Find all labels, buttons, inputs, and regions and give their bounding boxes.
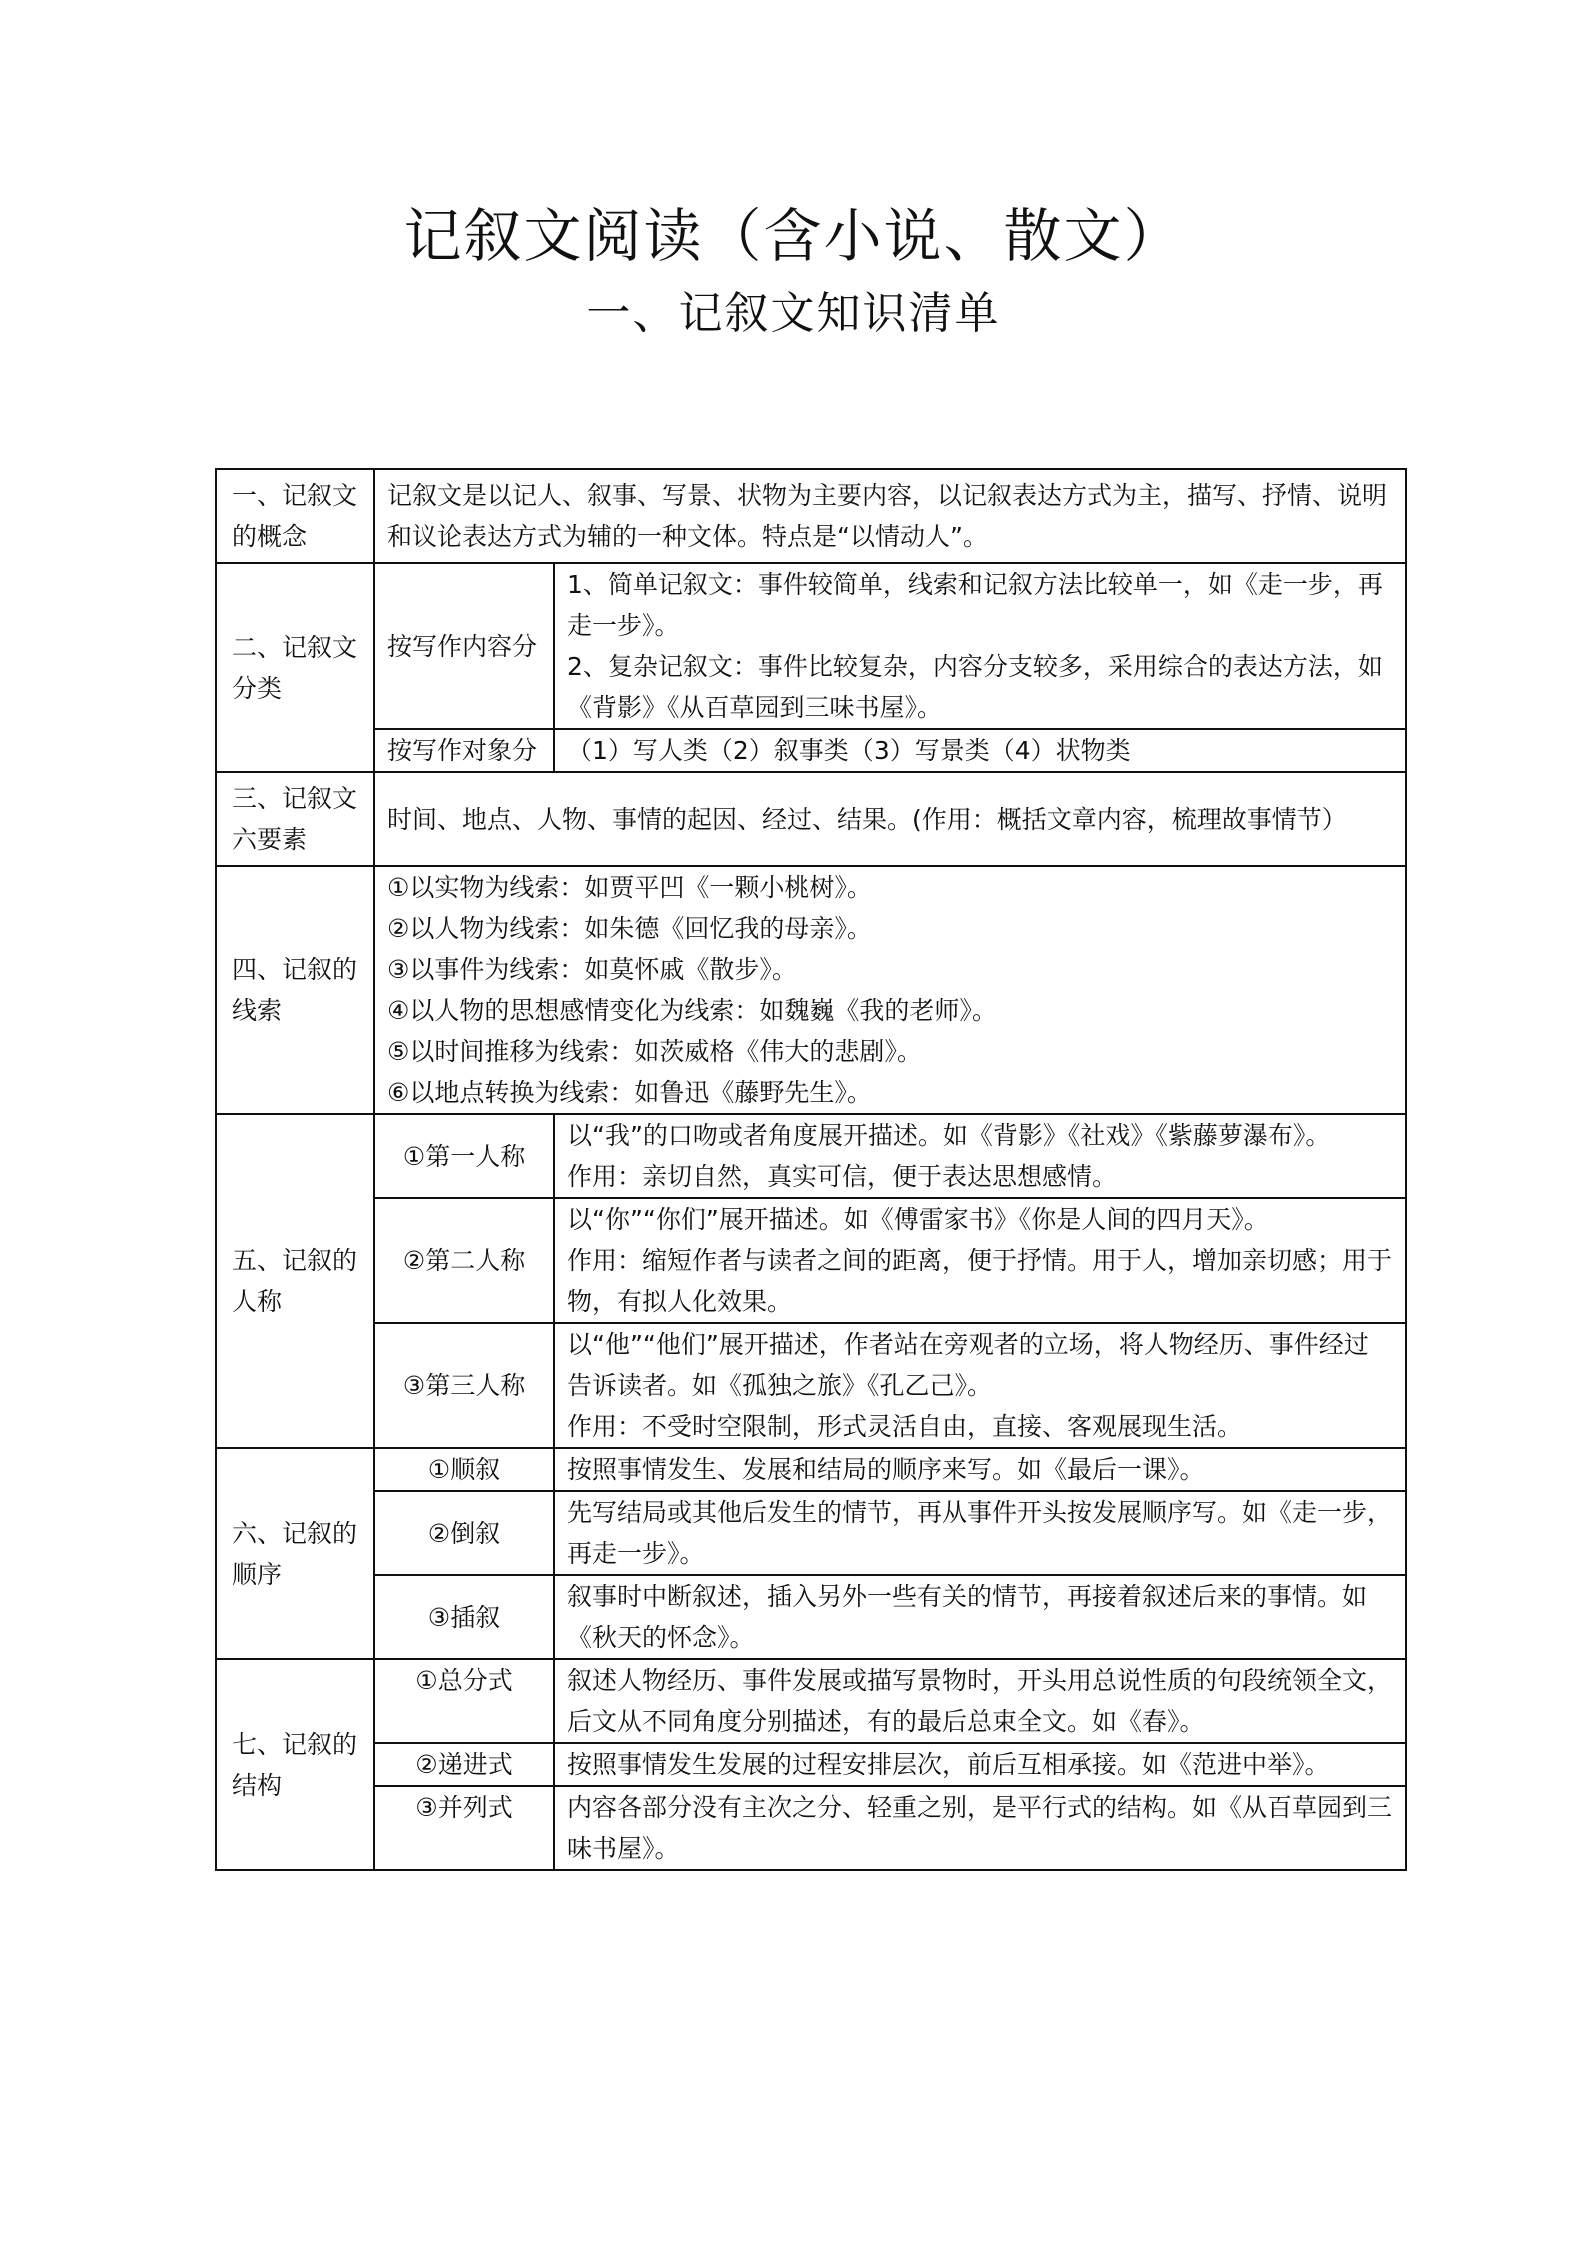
structure-desc: 叙述人物经历、事件发展或描写景物时，开头用总说性质的句段统领全文，后文从不同角度分别描述，有的最后总束全文。如《春》。 <box>554 1659 1406 1743</box>
by-object-label: 按写作对象分 <box>374 729 554 772</box>
table-row <box>216 1491 1406 1575</box>
by-content-text <box>554 563 1406 729</box>
table-row <box>216 1786 1406 1870</box>
section-label-order: 六、记叙的顺序 <box>216 1448 374 1659</box>
table-row <box>216 1323 1406 1448</box>
list-item: 2、复杂记叙文：事件比较复杂，内容分支较多，采用综合的表达方法，如《背影》《从百草园到三味书屋》。 <box>567 652 1383 722</box>
table-row <box>216 1659 1406 1743</box>
list-item: 作用：亲切自然，真实可信，便于表达思想感情。 <box>567 1162 1118 1191</box>
structure-name: ③并列式 <box>374 1786 554 1870</box>
list-item: ⑤以时间推移为线索：如茨威格《伟大的悲剧》。 <box>387 1037 922 1066</box>
table-row <box>216 729 1406 772</box>
clues-list <box>374 866 1406 1114</box>
section-label-clues: 四、记叙的线索 <box>216 866 374 1114</box>
list-item: 1、简单记叙文：事件较简单，线索和记叙方法比较单一，如《走一步，再走一步》。 <box>567 570 1383 640</box>
structure-name: ②递进式 <box>374 1743 554 1786</box>
section-label-concept: 一、记叙文的概念 <box>216 469 374 563</box>
list-item: 作用：缩短作者与读者之间的距离，便于抒情。用于人，增加亲切感；用于物，有拟人化效果。 <box>567 1246 1393 1316</box>
table-row <box>216 1448 1406 1491</box>
list-item: ①以实物为线索：如贾平凹《一颗小桃树》。 <box>387 873 872 902</box>
list-item: ②以人物为线索：如朱德《回忆我的母亲》。 <box>387 914 872 943</box>
section-label-person: 五、记叙的人称 <box>216 1114 374 1448</box>
person-desc <box>554 1198 1406 1323</box>
order-desc: 先写结局或其他后发生的情节，再从事件开头按发展顺序写。如《走一步，再走一步》。 <box>554 1491 1406 1575</box>
section-label-elements: 三、记叙文六要素 <box>216 772 374 866</box>
order-name: ①顺叙 <box>374 1448 554 1491</box>
structure-name: ①总分式 <box>374 1659 554 1743</box>
list-item: ③以事件为线索：如莫怀戚《散步》。 <box>387 955 797 984</box>
table-row <box>216 866 1406 1114</box>
elements-text: 时间、地点、人物、事情的起因、经过、结果。(作用：概括文章内容，梳理故事情节） <box>374 772 1406 866</box>
list-item: 以“你”“你们”展开描述。如《傅雷家书》《你是人间的四月天》。 <box>567 1205 1269 1234</box>
person-desc <box>554 1114 1406 1198</box>
table-row <box>216 563 1406 729</box>
list-item: 以“他”“他们”展开描述，作者站在旁观者的立场，将人物经历、事件经过告诉读者。如《孤独之旅》《孔乙己》。 <box>567 1330 1369 1400</box>
table-row <box>216 1743 1406 1786</box>
document-subtitle: 一、记叙文知识清单 <box>586 288 1001 339</box>
person-desc <box>554 1323 1406 1448</box>
list-item: 作用：不受时空限制，形式灵活自由，直接、客观展现生活。 <box>567 1412 1243 1441</box>
table-row <box>216 772 1406 866</box>
list-item: ④以人物的思想感情变化为线索：如魏巍《我的老师》。 <box>387 996 997 1025</box>
order-desc: 叙事时中断叙述，插入另外一些有关的情节，再接着叙述后来的事情。如《秋天的怀念》。 <box>554 1575 1406 1659</box>
person-name: ①第一人称 <box>374 1114 554 1198</box>
table-row <box>216 1575 1406 1659</box>
list-item: ⑥以地点转换为线索：如鲁迅《藤野先生》。 <box>387 1078 872 1107</box>
concept-text: 记叙文是以记人、叙事、写景、状物为主要内容，以记叙表达方式为主，描写、抒情、说明和议论表达方式为辅的一种文体。特点是“以情动人”。 <box>374 469 1406 563</box>
table-row <box>216 1114 1406 1198</box>
by-object-text: （1）写人类（2）叙事类（3）写景类（4）状物类 <box>554 729 1406 772</box>
list-item: 以“我”的口吻或者角度展开描述。如《背影》《社戏》《紫藤萝瀑布》。 <box>567 1121 1331 1150</box>
document-title: 记叙文阅读（含小说、散文） <box>403 202 1184 270</box>
section-label-structure: 七、记叙的结构 <box>216 1659 374 1870</box>
person-name: ②第二人称 <box>374 1198 554 1323</box>
section-label-classification: 二、记叙文分类 <box>216 563 374 772</box>
person-name: ③第三人称 <box>374 1323 554 1448</box>
order-name: ③插叙 <box>374 1575 554 1659</box>
order-desc: 按照事情发生、发展和结局的顺序来写。如《最后一课》。 <box>554 1448 1406 1491</box>
order-name: ②倒叙 <box>374 1491 554 1575</box>
table-row <box>216 469 1406 563</box>
knowledge-table <box>215 468 1407 1871</box>
structure-desc: 内容各部分没有主次之分、轻重之别，是平行式的结构。如《从百草园到三味书屋》。 <box>554 1786 1406 1870</box>
structure-desc: 按照事情发生发展的过程安排层次，前后互相承接。如《范进中举》。 <box>554 1743 1406 1786</box>
table-row <box>216 1198 1406 1323</box>
by-content-label: 按写作内容分 <box>374 563 554 729</box>
